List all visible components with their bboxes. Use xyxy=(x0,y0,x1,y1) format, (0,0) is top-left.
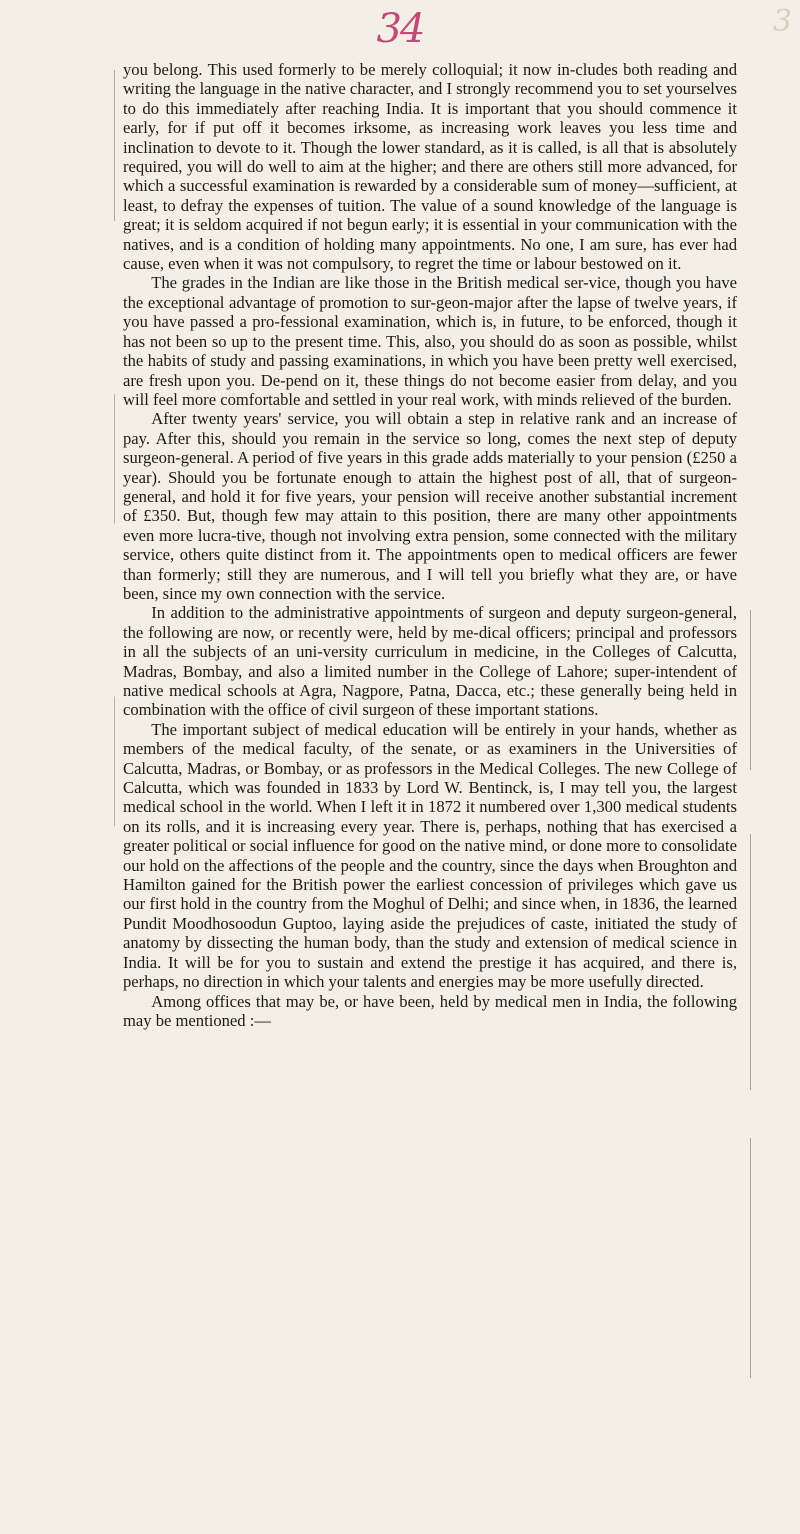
paragraph-service-years: After twenty years' service, you will obtain a step in relative rank and an increase of pay. After this, should you remain in the service so long, comes the next step of deputy surgeon-general. A period of five years in this grade adds materially to your pension (£250 a year). Should you be fortunate enough to attain the highest post of all, that of surgeon-general, and hold it for five years, your pension will receive another substantial increment of £350. But, though few may attain to this position, there are many other appointments even more lucra-tive, though not involving extra pension, some connected with the military service, others quite distinct from it. The appointments open to medical officers are fewer than formerly; still they are numerous, and I will tell you briefly what they are, or have been, since my own connection with the service. xyxy=(123,409,737,603)
page-number: 34 xyxy=(376,6,424,52)
paragraph-offices: Among offices that may be, or have been, held by medical men in India, the following may be mentioned :— xyxy=(123,991,737,1030)
paragraph-continued: you belong. This used formerly to be merely colloquial; it now in-cludes both reading and writing the language in the native character, and I strongly recommend you to set yourselves to do this immediately after reaching India. It is important that you should commence it early, for if put off it becomes irksome, as increasing work leaves you less time and inclination to devote to it. Though the lower standard, as it is called, is all that is absolutely required, you will do well to aim at the higher; and there are others still more advanced, for which a successful examination is rewarded by a considerable sum of money—sufficient, at least, to defray the expenses of tuition. The value of a sound knowledge of the language is great; it is seldom acquired if not begun early; it is essential in your communication with the natives, and is a condition of holding many appointments. No one, I am sure, has ever had cause, even when it was not compulsory, to regret the time or labour bestowed on it. xyxy=(123,60,737,274)
body-text xyxy=(123,60,737,1030)
paragraph-appointments: In addition to the administrative appointments of surgeon and deputy surgeon-general, the following are now, or recently were, held by me-dical officers; principal and professors in all the subjects of an uni-versity curriculum in medicine, in the Colleges of Calcutta, Madras, Bombay, and also a limited number in the College of Lahore; super-intendent of native medical schools at Agra, Nagpore, Patna, Dacca, etc.; these generally being held in combination with the office of civil surgeon of these important stations. xyxy=(123,603,737,720)
paragraph-grades: The grades in the Indian are like those in the British medical ser-vice, though you have the exceptional advantage of promotion to sur-geon-major after the lapse of twelve years, if you have passed a pro-fessional examination, which is, in future, to be enforced, though it has not been so up to the present time. This, also, you should do as soon as possible, whilst the habits of study and passing examinations, in which you have been pretty well exercised, are fresh upon you. De-pend on it, these things do not become easier from delay, and you will feel more comfortable and settled in your real work, with minds relieved of the burden. xyxy=(123,273,737,409)
right-margin-line xyxy=(750,610,751,1410)
paragraph-medical-education: The important subject of medical education will be entirely in your hands, whether as members of the medical faculty, of the senate, or as examiners in the Universities of Calcutta, Madras, or Bombay, or as professors in the Medical Colleges. The new College of Calcutta, which was founded in 1833 by Lord W. Bentinck, is, I may tell you, the largest medical school in the world. When I left it in 1872 it numbered over 1,300 medical students on its rolls, and it is increasing every year. There is, perhaps, nothing that has exercised a greater political or social influence for good on the native mind, or done more to consolidate our hold on the affections of the people and the country, since the days when Broughton and Hamilton gained for the British power the earliest concession of privileges which gave us our first hold in the country from the Moghul of Delhi; and since when, in 1836, the learned Pundit Moodhosoodun Guptoo, laying aside the prejudices of caste, initiated the study of anatomy by dissecting the human body, than the study and extension of medical science in India. It will be for you to sustain and extend the prestige it has acquired, and there is, perhaps, no direction in which your talents and energies may be more usefully directed. xyxy=(123,719,737,992)
corner-mark: 3 xyxy=(772,4,792,39)
left-margin-line xyxy=(114,70,115,1150)
